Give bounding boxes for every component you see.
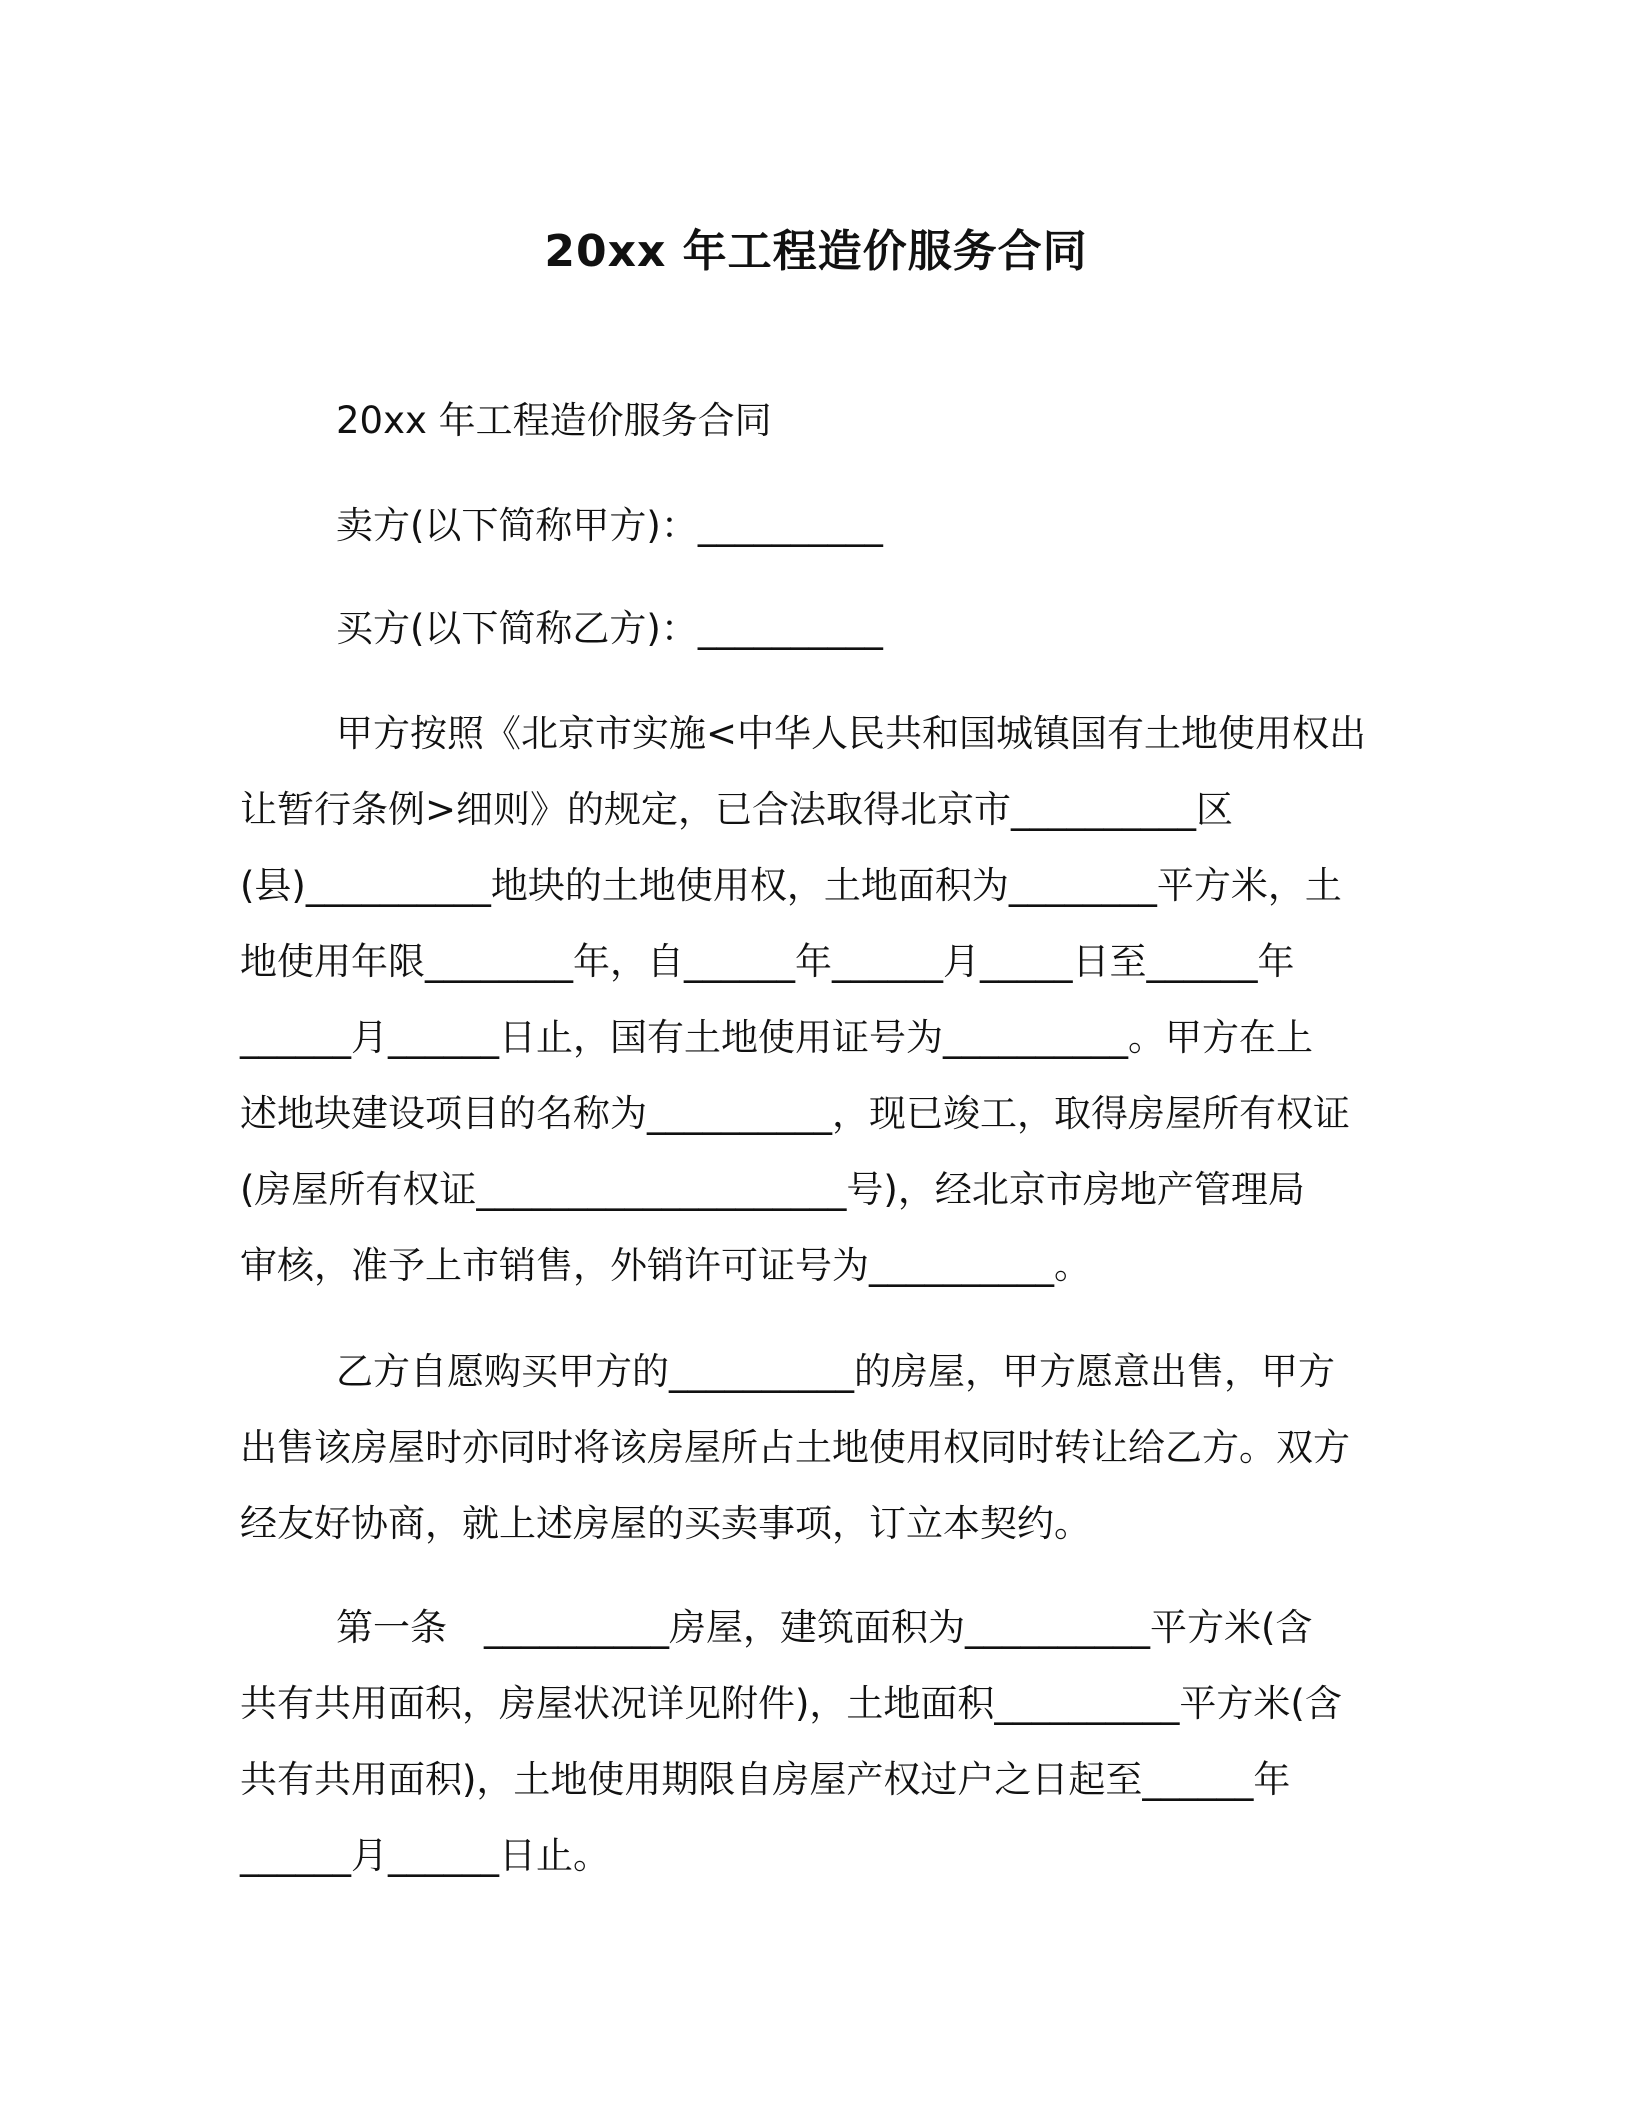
paragraph-line: 述地块建设项目的名称为__________，现已竣工，取得房屋所有权证 [240,1092,1350,1135]
paragraph-line: (房屋所有权证____________________号)，经北京市房地产管理局 [240,1168,1305,1211]
paragraph-line: 甲方按照《北京市实施<中华人民共和国城镇国有土地使用权出 [336,712,1367,755]
document-title: 20xx 年工程造价服务合同 [544,226,1088,277]
paragraph-line: 共有共用面积)，土地使用期限自房屋产权过户之日起至______年 [240,1758,1291,1801]
buyer-line: 买方(以下简称乙方)：__________ [336,607,883,650]
paragraph-line: (县)__________地块的土地使用权，土地面积为________平方米，土 [240,864,1342,907]
paragraph-line: 共有共用面积，房屋状况详见附件)，土地面积__________平方米(含 [240,1682,1342,1725]
paragraph-line: 乙方自愿购买甲方的__________的房屋，甲方愿意出售，甲方 [336,1350,1335,1393]
paragraph-line: ______月______日止。 [240,1834,610,1877]
paragraph-line: 第一条 __________房屋，建筑面积为__________平方米(含 [336,1606,1313,1649]
seller-line: 卖方(以下简称甲方)：__________ [336,504,883,547]
paragraph-line: 经友好协商，就上述房屋的买卖事项，订立本契约。 [240,1502,1091,1545]
paragraph-line: 地使用年限________年，自______年______月_____日至______年 [240,940,1295,983]
paragraph-line: 让暂行条例>细则》的规定，已合法取得北京市__________区 [240,788,1234,831]
paragraph-line: 出售该房屋时亦同时将该房屋所占土地使用权同时转让给乙方。双方 [240,1426,1350,1469]
paragraph-line: 审核，准予上市销售，外销许可证号为__________。 [240,1244,1091,1287]
document-subtitle: 20xx 年工程造价服务合同 [336,399,772,442]
paragraph-line: ______月______日止，国有土地使用证号为__________。甲方在上 [240,1016,1313,1059]
